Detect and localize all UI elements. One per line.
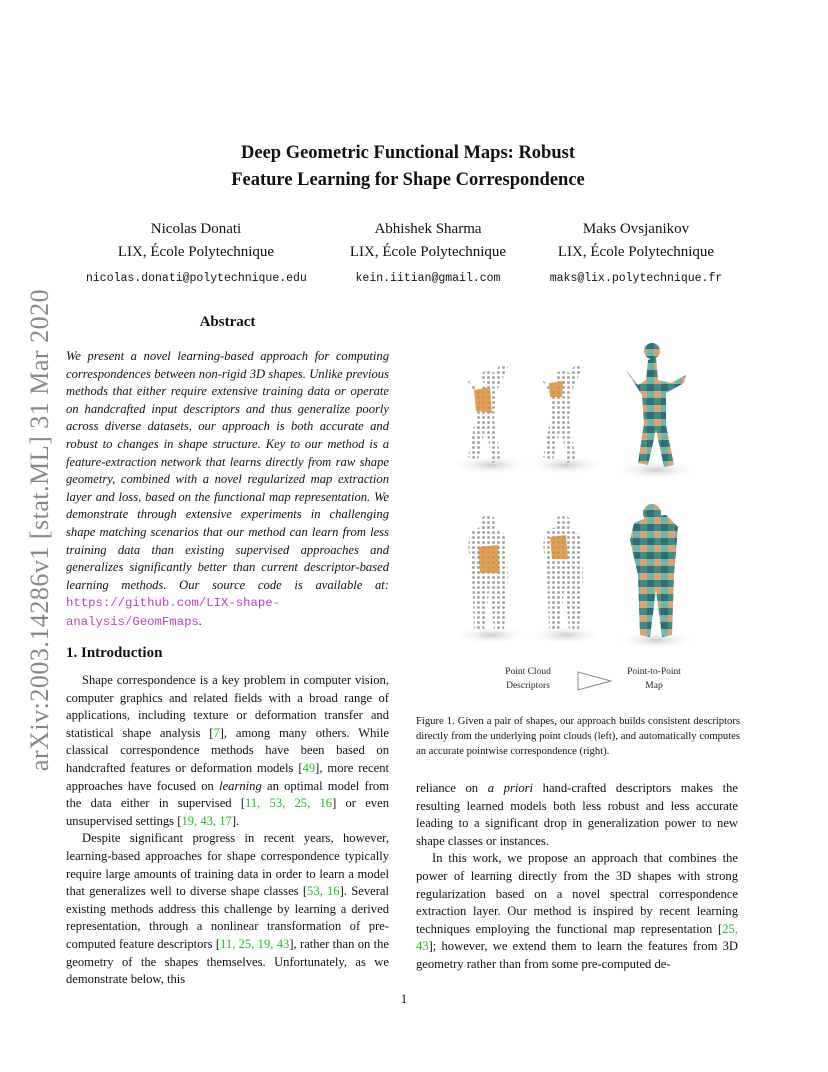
author-3 [526,218,746,290]
right-paragraph-1: reliance on a priori hand-crafted descriptors makes the resulting learned models both less robust and less accurate leading to a significant drop in generalization power to new shape classes or instances. [416,781,738,848]
figure-1-graphic [416,335,746,700]
figure-label-left: Point Cloud Descriptors [505,667,551,691]
point-cloud-figure-bottom-left [453,515,529,644]
title-line-1: Deep Geometric Functional Maps: Robust [241,143,575,163]
author-1 [86,218,306,290]
right-column-body [416,780,738,974]
author-name: Nicolas Donati [150,221,242,237]
figure-label-right: Point-to-Point Map [627,667,681,691]
citation-link[interactable]: 49 [302,760,316,775]
textured-mesh-figure-bottom-right [614,504,698,649]
paper-title [60,140,756,194]
author-affiliation: LIX, École Polytechnique [557,244,715,260]
point-cloud-figure-bottom-middle [528,515,604,644]
author-affiliation: LIX, École Polytechnique [349,244,507,260]
citation-link[interactable]: 19, 43, 17 [181,813,232,828]
author-affiliation: LIX, École Polytechnique [117,244,275,260]
source-code-link[interactable]: https://github.com/LIX-shape-analysis/GeomFmaps [66,596,281,629]
textured-mesh-figure-top-right [611,343,701,480]
abstract-text: We present a novel learning-based approach for computing correspondences between non-rigid 3D shapes. Unlike previous methods that either require extensive training data or operate on handcrafted input descriptors and thus generalize poorly across diverse datasets, our approach is both accurate and robust to changes in shape structure. Key to our method is a feature-extraction network that learns directly from raw shape geometry, combined with a novel regularized map extraction layer and loss, based on the functional map representation. We demonstrate through extensive experiments in challenging shape matching scenarios that our method can learn from less training data than existing supervised approaches and generalizes significantly better than current descriptor-based learning methods. Our source code is available at: [66,349,389,592]
citation-link[interactable]: 53, 16 [307,884,340,899]
point-cloud-figure-top-middle [526,363,606,475]
abstract-heading: Abstract [199,314,256,330]
author-name: Abhishek Sharma [374,221,482,237]
citation-link[interactable]: 11, 25, 19, 43 [220,936,290,951]
citation-link[interactable]: 7 [213,725,220,740]
intro-paragraph-1: Shape correspondence is a key problem in computer vision, computer graphics and related fields with a broad range of applications, including texture or deformation transfer and statistical shape analysis [7], among many others. While classical correspondence methods have been based on handcrafted features or deformation models [49], more recent approaches have focused on learning an optimal model from the data either in supervised [11, 53, 25, 16] or even unsupervised settings [19, 43, 17]. [66,673,389,828]
author-email[interactable]: kein.iitian@gmail.com [355,272,501,285]
citation-link[interactable]: 25, 43 [416,921,738,954]
abstract-body: We present a novel learning-based approach for computing correspondences between non-rigid 3D shapes. Unlike previous methods that either require extensive training data or operate on handcrafted input descriptors and thus generalize poorly across diverse datasets, our approach is both accurate and robust to changes in shape structure. Key to our method is a feature-extraction network that learns directly from raw shape geometry, combined with a novel regularized map extraction layer and loss, based on the functional map representation. We demonstrate through extensive experiments in challenging shape matching scenarios that our method can learn from less training data than existing supervised approaches and generalizes significantly better than current descriptor-based learning methods. Our source code is available at: https://github.com/LIX-shape-analysis/GeomFmaps. [66,349,389,629]
introduction-body [66,672,389,989]
introduction-heading: 1. Introduction [66,645,163,661]
page-number: 1 [400,992,408,1006]
right-paragraph-2: In this work, we propose an approach that combines the power of learning directly from the 3D shapes with strong regularization based on a novel spectral correspondence extraction layer. Our method is inspired by recent learning techniques employing the functional map representation [25, 43]; however, we extend them to learn the features from 3D geometry rather than from some pre-computed de- [416,851,738,971]
author-name: Maks Ovsjanikov [582,221,690,237]
title-line-2: Feature Learning for Shape Correspondence [231,170,585,190]
arxiv-identifier: arXiv:2003.14286v1 [stat.ML] 31 Mar 2020 [25,288,54,772]
author-email[interactable]: maks@lix.polytechnique.fr [549,272,723,285]
author-email[interactable]: nicolas.donati@polytechnique.edu [86,272,307,285]
point-cloud-figure-top-left [451,363,531,475]
intro-paragraph-2: Despite significant progress in recent years, however, learning-based approaches for shape correspondence typically require large amounts of training data in order to learn a model that generalizes well to diverse shape classes [53, 16]. Several existing methods address this challenge by learning a derived representation, through a nonlinear transformation of pre-computed feature descriptors [11, 25, 19, 43], rather than on the geometry of the shapes themselves. Unfortunately, as we demonstrate below, this [66,831,390,987]
citation-link[interactable]: 11, 53, 25, 16 [245,796,333,811]
figure-1 [416,335,746,700]
arxiv-sidebar [20,280,60,780]
author-2 [318,218,538,290]
figure-caption: Figure 1. Given a pair of shapes, our approach builds consistent descriptors directly from the underlying point clouds (left), and automatically computes an accurate pointwise correspondence (right). [416,716,740,758]
